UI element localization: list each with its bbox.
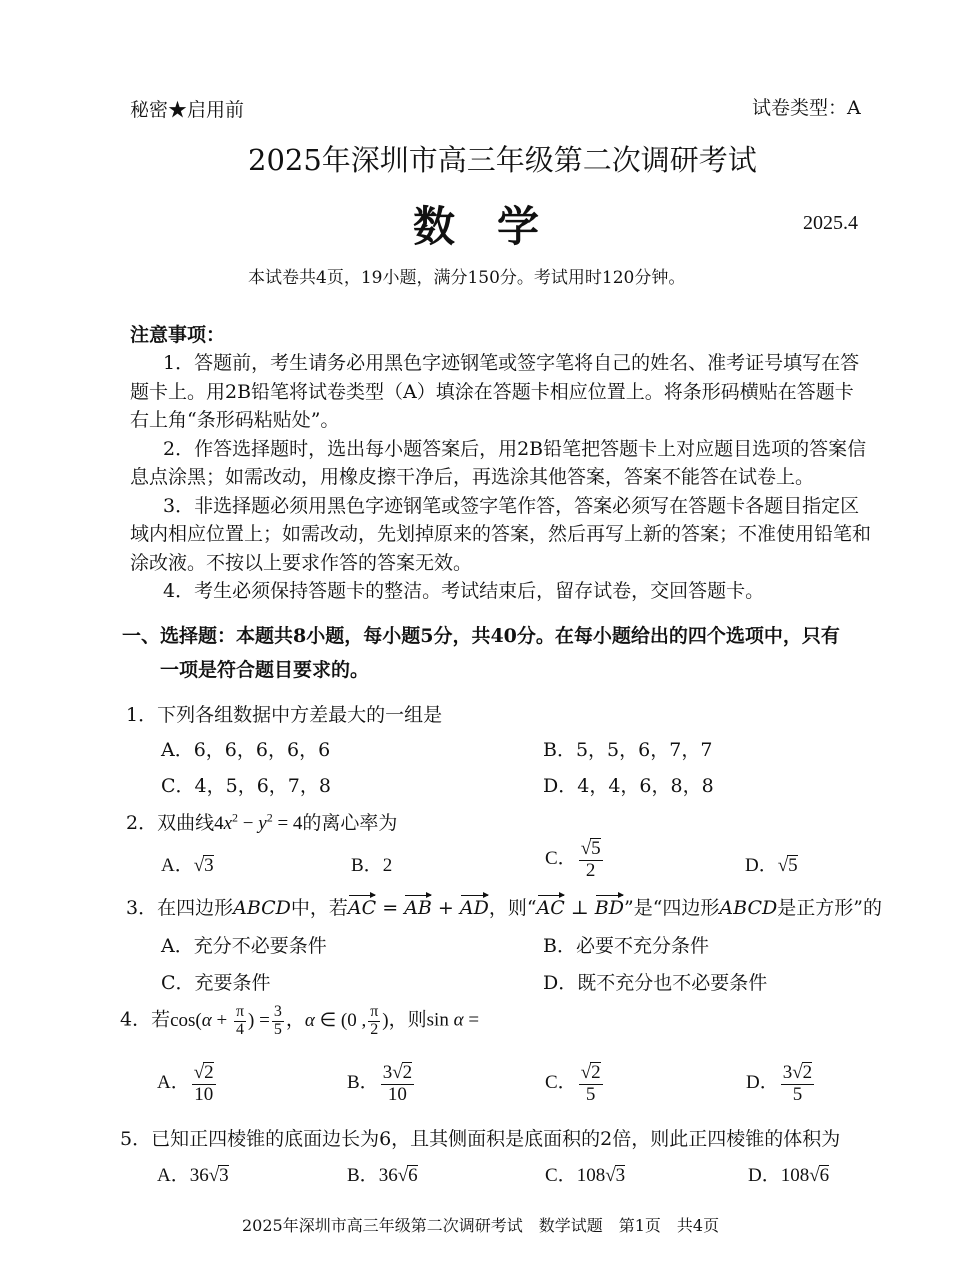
- question-5-option-a: A．36√3: [157, 1165, 229, 1186]
- question-2-option-c: C． $\frac{√5}{2}$: [545, 838, 601, 881]
- question-3-option-d: D．既不充分也不必要条件: [543, 972, 768, 994]
- question-1-stem: 1．下列各组数据中方差最大的一组是: [126, 704, 443, 726]
- question-5-option-d: D．108√6: [748, 1165, 830, 1186]
- note-1-line-2: 题卡上。用2B铅笔将试卷类型（A）填涂在答题卡相应位置上。将条形码横贴在答题卡: [130, 381, 854, 403]
- subject-title: 数 学: [413, 202, 540, 251]
- question-1-option-d: D．4，4，6，8，8: [543, 775, 714, 797]
- question-1-option-a: A．6，6，6，6，6: [161, 739, 331, 761]
- note-2-line-2: 息点涂黑；如需改动，用橡皮擦干净后，再选涂其他答案，答案不能答在试卷上。: [130, 466, 815, 488]
- question-2-option-b: B．2: [351, 855, 393, 876]
- paper-type-label: 试卷类型：A: [752, 97, 861, 119]
- question-4-option-a: A． $\frac{√2}{10}$: [157, 1062, 214, 1105]
- note-3-line-2: 域内相应位置上；如需改动，先划掉原来的答案，然后再写上新的答案；不准使用铅笔和: [130, 523, 872, 545]
- note-4: 4．考生必须保持答题卡的整洁。考试结束后，留存试卷，交回答题卡。: [163, 580, 765, 602]
- exam-title: 2025年深圳市高三年级第二次调研考试: [248, 143, 757, 177]
- question-2-stem: 2．双曲线$4x^2 - y^2 = 4$的离心率为: [126, 810, 398, 834]
- question-3-option-c: C．充要条件: [161, 972, 271, 994]
- question-5-option-c: C．108√3: [545, 1165, 626, 1186]
- question-2-option-a: A．√3: [161, 855, 214, 876]
- question-4-option-d: D． $\frac{3√2}{5}$: [746, 1062, 813, 1105]
- exam-date: 2025.4: [803, 212, 858, 234]
- note-3-line-3: 涂改液。不按以上要求作答的答案无效。: [130, 552, 473, 574]
- note-3-line-1: 3．非选择题必须用黑色字迹钢笔或签字笔作答，答案必须写在答题卡各题目指定区: [163, 495, 860, 517]
- question-3-stem: 3．在四边形ABCD中，若AC = AB + AD，则“AC ⊥ BD”是“四边形ABCD是正方形”的: [126, 893, 882, 920]
- secret-label: 秘密★启用前: [130, 99, 245, 121]
- question-5-stem: 5．已知正四棱锥的底面边长为6，且其侧面积是底面积的2倍，则此正四棱锥的体积为: [120, 1128, 841, 1150]
- question-1-option-c: C．4，5，6，7，8: [161, 775, 331, 797]
- question-5-option-b: B．36√6: [347, 1165, 418, 1186]
- notes-heading: 注意事项：: [130, 324, 226, 346]
- question-2-tail: 的离心率为: [302, 812, 398, 834]
- question-4-option-b: B． $\frac{3√2}{10}$: [347, 1062, 413, 1105]
- note-1-line-3: 右上角“条形码粘贴处”。: [130, 409, 340, 431]
- section-1-heading-line-1: 一、选择题：本题共8小题，每小题5分，共40分。在每小题给出的四个选项中，只有: [122, 625, 840, 647]
- question-2-number: 2．双曲线: [126, 812, 215, 834]
- page-footer: 2025年深圳市高三年级第二次调研考试 数学试题 第1页 共4页: [242, 1216, 720, 1235]
- exam-info: 本试卷共4页，19小题，满分150分。考试用时120分钟。: [248, 268, 686, 288]
- question-3-option-a: A．充分不必要条件: [161, 935, 327, 957]
- question-4-stem: 4．若cos(α + $\frac{\pi}{4}$ ) = $\frac{3}{5}$ ，α ∈ (0 , $\frac{\pi}{2}$ )，则sin α =: [120, 1003, 480, 1038]
- question-2-option-d: D．√5: [745, 855, 798, 876]
- question-1-option-b: B．5，5，6，7，7: [543, 739, 713, 761]
- note-1-line-1: 1．答题前，考生请务必用黑色字迹钢笔或签字笔将自己的姓名、准考证号填写在答: [163, 352, 860, 374]
- note-2-line-1: 2．作答选择题时，选出每小题答案后，用2B铅笔把答题卡上对应题目选项的答案信: [163, 438, 867, 460]
- question-4-option-c: C． $\frac{√2}{5}$: [545, 1062, 601, 1105]
- section-1-heading-line-2: 一项是符合题目要求的。: [160, 659, 370, 681]
- question-3-option-b: B．必要不充分条件: [543, 935, 709, 957]
